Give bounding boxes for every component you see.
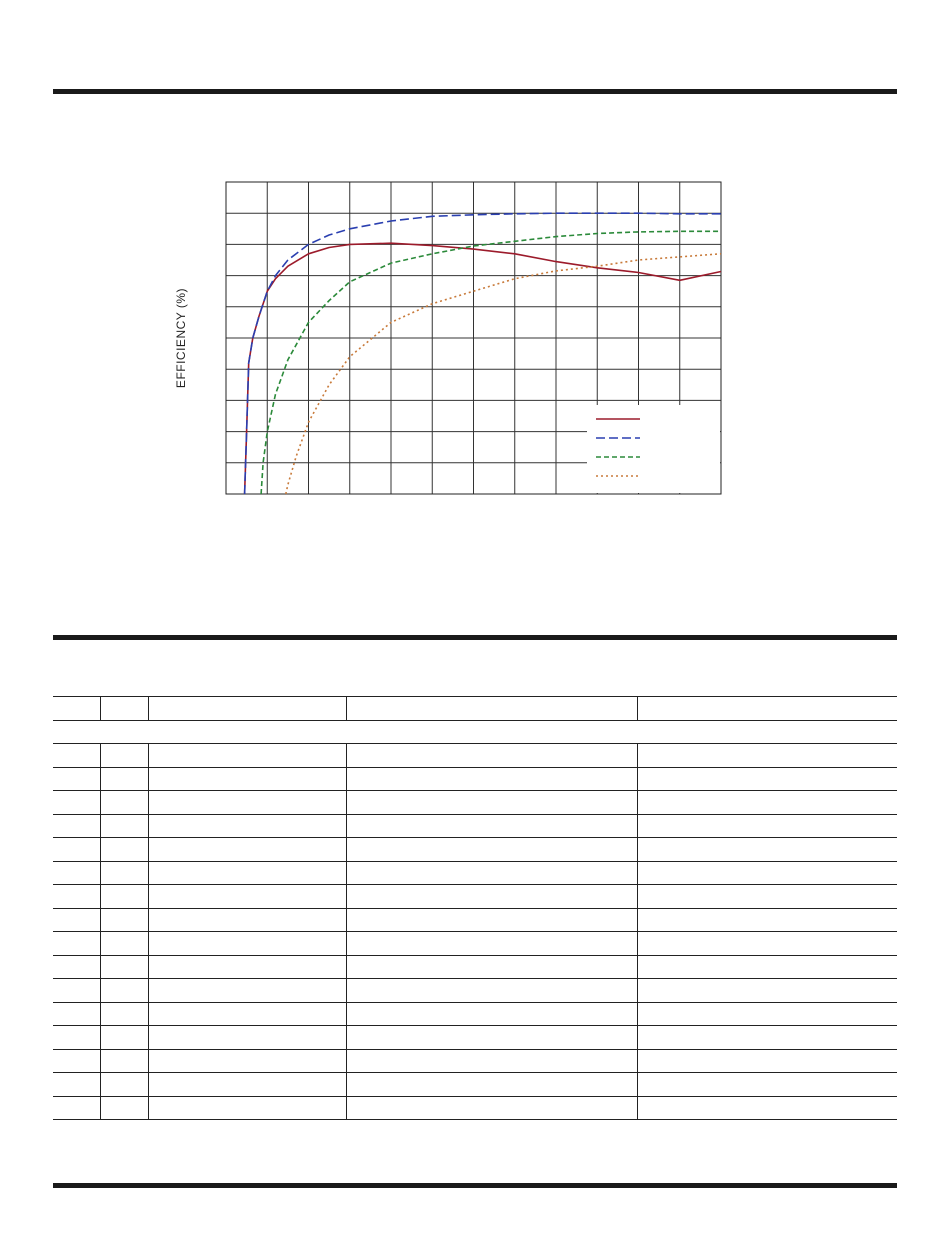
- table-cell: [346, 814, 637, 838]
- table-cell: [100, 1096, 148, 1120]
- table-cell: [53, 1073, 100, 1097]
- table-cell: [100, 744, 148, 768]
- table-row: [53, 720, 897, 744]
- table-row: [53, 697, 897, 721]
- table-cell: [100, 1002, 148, 1026]
- table-cell: [346, 955, 637, 979]
- table-cell: [346, 1026, 637, 1050]
- table-cell: [100, 1026, 148, 1050]
- table-cell: [53, 838, 100, 862]
- table-cell: [637, 908, 897, 932]
- efficiency-chart: [0, 0, 950, 620]
- table-cell: [100, 838, 148, 862]
- table-cell: [53, 814, 100, 838]
- table-cell: [53, 955, 100, 979]
- table-cell: [100, 979, 148, 1003]
- table-cell: [637, 932, 897, 956]
- table-cell: [637, 1002, 897, 1026]
- table-cell: [53, 885, 100, 909]
- table-cell: [148, 1049, 346, 1073]
- table-cell: [148, 697, 346, 721]
- table-row: [53, 838, 897, 862]
- table-cell: [53, 1096, 100, 1120]
- table-row: [53, 1049, 897, 1073]
- table-cell: [148, 767, 346, 791]
- table-cell: [637, 767, 897, 791]
- table-cell: [53, 697, 100, 721]
- table-row: [53, 814, 897, 838]
- table-cell: [148, 791, 346, 815]
- table-group-cell: [53, 720, 897, 744]
- table-cell: [346, 932, 637, 956]
- table-cell: [637, 1096, 897, 1120]
- table-cell: [100, 1049, 148, 1073]
- table-row: [53, 979, 897, 1003]
- table-row: [53, 744, 897, 768]
- table-cell: [53, 1049, 100, 1073]
- table-cell: [346, 1096, 637, 1120]
- table-cell: [346, 979, 637, 1003]
- table-row: [53, 791, 897, 815]
- table-cell: [53, 932, 100, 956]
- table-cell: [100, 697, 148, 721]
- table-cell: [637, 697, 897, 721]
- table-cell: [637, 814, 897, 838]
- table-cell: [53, 979, 100, 1003]
- table-row: [53, 1026, 897, 1050]
- table-cell: [148, 1096, 346, 1120]
- table-cell: [346, 1049, 637, 1073]
- table-cell: [100, 932, 148, 956]
- table-cell: [637, 861, 897, 885]
- table-cell: [100, 861, 148, 885]
- table-cell: [637, 838, 897, 862]
- table-cell: [148, 1002, 346, 1026]
- table-row: [53, 1073, 897, 1097]
- table-cell: [148, 1073, 346, 1097]
- table-row: [53, 955, 897, 979]
- table-cell: [637, 1026, 897, 1050]
- table-cell: [148, 908, 346, 932]
- table-cell: [100, 955, 148, 979]
- table-cell: [346, 908, 637, 932]
- table-cell: [100, 767, 148, 791]
- table-cell: [346, 697, 637, 721]
- table-cell: [53, 744, 100, 768]
- table-cell: [53, 767, 100, 791]
- table-cell: [346, 791, 637, 815]
- y-axis-label: EFFICIENCY (%): [174, 287, 188, 389]
- table-cell: [53, 861, 100, 885]
- table-cell: [100, 908, 148, 932]
- table-cell: [148, 1026, 346, 1050]
- table-cell: [346, 744, 637, 768]
- table-cell: [637, 955, 897, 979]
- table-row: [53, 932, 897, 956]
- table-cell: [148, 861, 346, 885]
- table-cell: [637, 979, 897, 1003]
- table-cell: [346, 1073, 637, 1097]
- table-row: [53, 908, 897, 932]
- table-cell: [637, 744, 897, 768]
- table-cell: [148, 955, 346, 979]
- table-row: [53, 767, 897, 791]
- table-cell: [346, 1002, 637, 1026]
- table-cell: [637, 1073, 897, 1097]
- table-cell: [53, 908, 100, 932]
- table-cell: [100, 1073, 148, 1097]
- table-cell: [637, 885, 897, 909]
- table-cell: [637, 791, 897, 815]
- table-cell: [100, 814, 148, 838]
- table-cell: [53, 1026, 100, 1050]
- table-cell: [346, 861, 637, 885]
- table-cell: [148, 744, 346, 768]
- table-cell: [346, 767, 637, 791]
- table-cell: [346, 885, 637, 909]
- middle-rule: [53, 635, 897, 640]
- table-cell: [148, 885, 346, 909]
- table-row: [53, 1002, 897, 1026]
- table-cell: [53, 791, 100, 815]
- table-cell: [148, 932, 346, 956]
- table-row: [53, 1096, 897, 1120]
- pin-description-table: [53, 696, 897, 1120]
- table-cell: [148, 979, 346, 1003]
- table-cell: [148, 838, 346, 862]
- table-cell: [637, 1049, 897, 1073]
- table-cell: [53, 1002, 100, 1026]
- table-cell: [346, 838, 637, 862]
- table-cell: [100, 791, 148, 815]
- table-cell: [148, 814, 346, 838]
- bottom-rule: [53, 1183, 897, 1188]
- table-cell: [100, 885, 148, 909]
- table-row: [53, 861, 897, 885]
- table-row: [53, 885, 897, 909]
